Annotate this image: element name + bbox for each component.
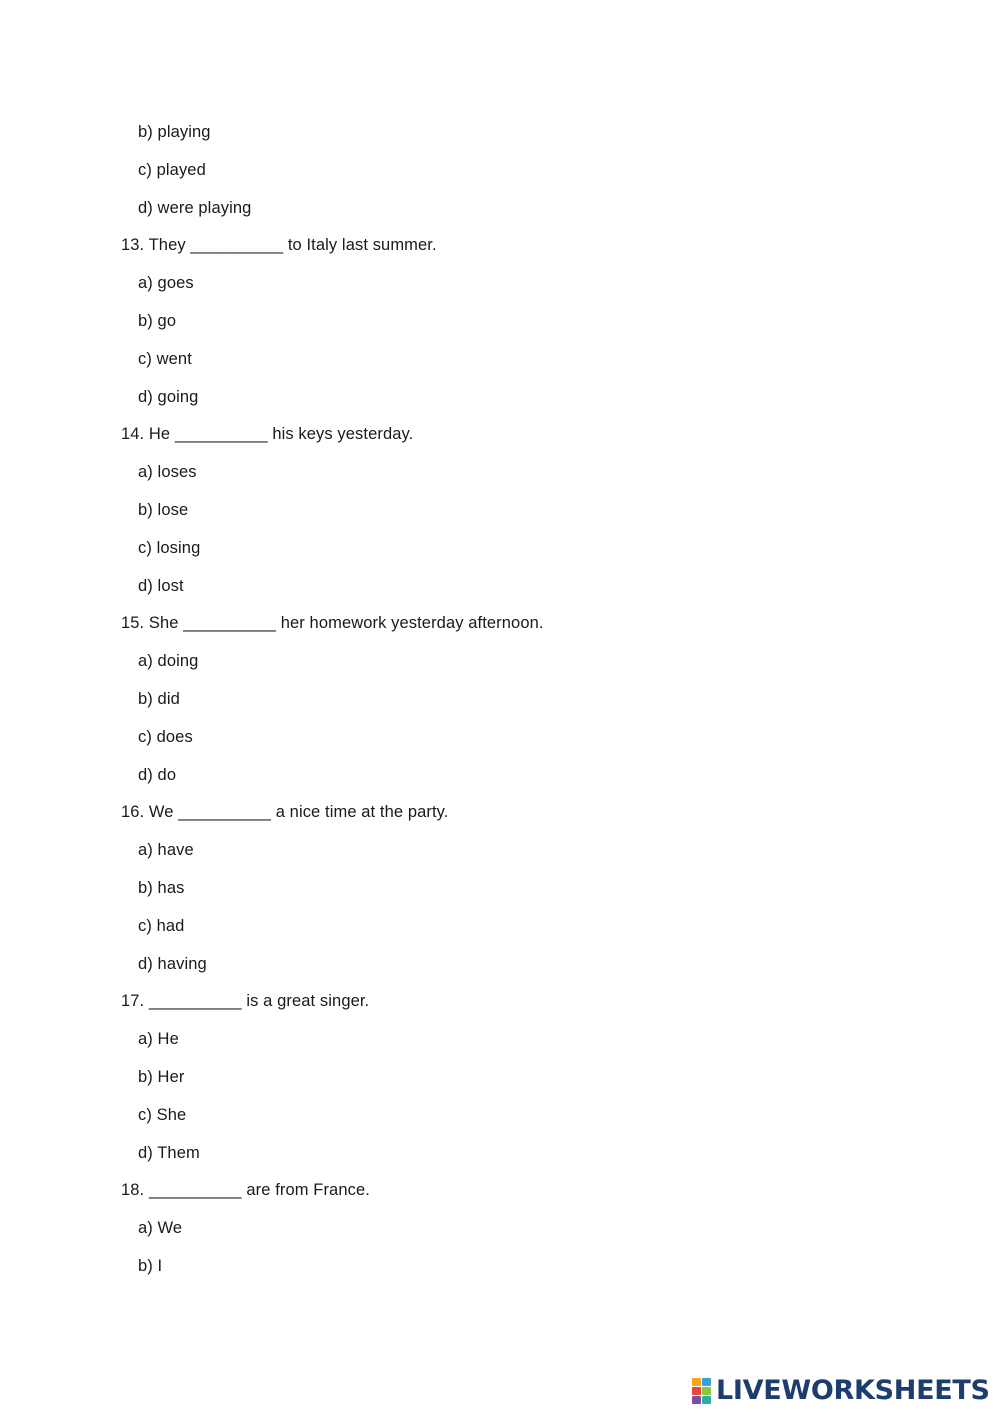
answer-option[interactable]: c) went [138, 350, 192, 368]
answer-option[interactable]: b) playing [138, 123, 211, 141]
answer-option[interactable]: b) has [138, 879, 185, 897]
answer-option[interactable]: d) were playing [138, 199, 252, 217]
answer-option[interactable]: b) lose [138, 501, 189, 519]
logo-tile [702, 1387, 711, 1395]
answer-option[interactable]: d) going [138, 388, 199, 406]
question-text: 15. She __________ her homework yesterday afternoon. [121, 614, 544, 632]
answer-option[interactable]: b) Her [138, 1068, 185, 1086]
answer-option[interactable]: b) did [138, 690, 180, 708]
answer-option[interactable]: a) loses [138, 463, 197, 481]
answer-option[interactable]: a) have [138, 841, 194, 859]
answer-option[interactable]: a) goes [138, 274, 194, 292]
liveworksheets-logo[interactable] [692, 1374, 990, 1408]
answer-option[interactable]: d) do [138, 766, 177, 784]
answer-option[interactable]: a) He [138, 1030, 179, 1048]
answer-option[interactable]: d) Them [138, 1144, 200, 1162]
question-text: 17. __________ is a great singer. [121, 992, 370, 1010]
logo-tile [692, 1396, 701, 1404]
brand-name: LIVEWORKSHEETS [716, 1375, 990, 1406]
logo-tile [692, 1378, 701, 1386]
logo-tile [702, 1378, 711, 1386]
answer-option[interactable]: d) lost [138, 577, 184, 595]
answer-option[interactable]: c) does [138, 728, 193, 746]
answer-option[interactable]: c) had [138, 917, 185, 935]
answer-option[interactable]: d) having [138, 955, 207, 973]
answer-option[interactable]: b) I [138, 1257, 163, 1275]
logo-tile [702, 1396, 711, 1404]
logo-tile [692, 1387, 701, 1395]
question-text: 16. We __________ a nice time at the party. [121, 803, 449, 821]
liveworksheets-logo-icon [692, 1378, 712, 1404]
answer-option[interactable]: a) doing [138, 652, 199, 670]
answer-option[interactable]: c) She [138, 1106, 187, 1124]
answer-option[interactable]: b) go [138, 312, 177, 330]
question-text: 13. They __________ to Italy last summer. [121, 236, 437, 254]
question-text: 14. He __________ his keys yesterday. [121, 425, 414, 443]
answer-option[interactable]: c) played [138, 161, 206, 179]
answer-option[interactable]: c) losing [138, 539, 201, 557]
question-text: 18. __________ are from France. [121, 1181, 370, 1199]
answer-option[interactable]: a) We [138, 1219, 183, 1237]
